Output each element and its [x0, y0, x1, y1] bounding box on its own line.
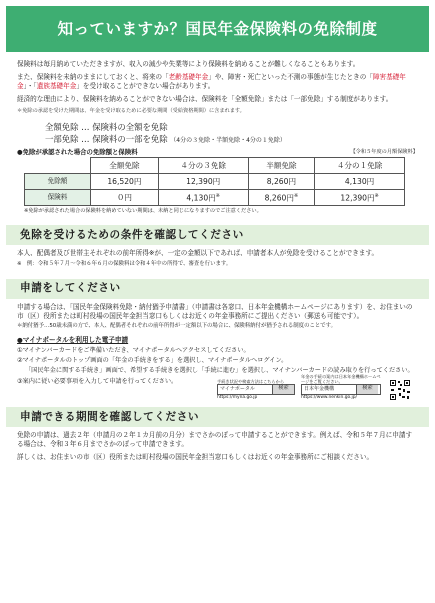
text: 」を受け取ることができない場合があります。: [76, 81, 215, 90]
pension-flyer: [0, 6, 435, 603]
step-item: ②マイナポータルのトップ画面の「年金の手続きをする」を選択し、マイナポータルへログイン。: [17, 356, 288, 364]
row-label: 保険料: [25, 190, 91, 206]
conditions-heading: 免除を受けるための条件を確認してください: [20, 229, 244, 242]
intro-note: ＊免除の承認を受けた期間は、年金を受け取るために必要な期間（受給資格期間）に含まれます。: [17, 107, 245, 114]
mynaportal-link[interactable]: [217, 379, 295, 401]
cell-value: 4,130円: [186, 193, 216, 203]
note-mark: ※: [215, 192, 220, 199]
text: 」や、障害・死亡といった不測の事態が生じたときの「: [208, 72, 373, 81]
table-header: [17, 148, 418, 157]
table-row: [25, 174, 405, 190]
cell-value: ０円: [116, 192, 132, 202]
table-cell: 4,130円: [315, 174, 405, 190]
section-heading-period: [6, 407, 429, 427]
step-item: 「国民年金に関する手続き」画面で、希望する手続きを選択し「手続に進む」を選択し、マイナンバーカードの読み取りを行ってください。: [25, 367, 414, 375]
apply-body: 申請する場合は、「国民年金保険料免除・納付猶予申請書」（申請書は各窓口、日本年金機構ホームページにあります）を、お住まいの市（区）役所または町村役場の国民年金担当窓口もしくはお近くの年金事務所にご提出ください（郵送も可能です）。: [17, 302, 413, 320]
link-caption: 手続き状況や検索方法はこちらから: [217, 379, 285, 385]
table-cell: [158, 190, 248, 206]
table-cell: [315, 190, 405, 206]
table-cell: [248, 190, 315, 206]
intro: [17, 60, 418, 115]
table-note: ※免除が承認された場合の保険料を納めていない期間は、未納と同じになりますのでご注意ください。: [24, 208, 262, 215]
table-cell: 8,260円: [248, 174, 315, 190]
table-corner: [25, 158, 91, 174]
search-button[interactable]: 検索: [356, 385, 378, 394]
step-item: ①マイナンバーカードをご準備いただき、マイナポータルへアクセスしてください。: [17, 346, 250, 354]
table-title: ●免除が承認された場合の免除額と保険料: [17, 147, 138, 156]
partial-exemption-def: [45, 133, 418, 146]
text: また、保険料を未納のままにしておくと、将来の「: [17, 72, 169, 81]
search-box[interactable]: [301, 384, 381, 395]
exemption-definitions: [45, 121, 418, 146]
partial-label: 一部免除 … 保険料の一部を免除: [45, 134, 168, 145]
intro-paragraph-1: 保険料は毎月納めていただきますが、収入の減少や失業等により保険料を納めることが難しくなることもあります。: [17, 60, 360, 68]
old-age-pension: 老齢基礎年金: [168, 72, 209, 81]
col-three-quarter: ４分の３免除: [158, 158, 248, 174]
exemption-table: [24, 157, 405, 206]
conditions-body: 本人、配偶者及び世帯主それぞれの前年所得※が、一定の金額以下であれば、申請者本人が免除を受けることができます。: [17, 249, 379, 258]
col-full: 全額免除: [91, 158, 159, 174]
period-body-2: 詳しくは、お住まいの市（区）役所または町村役場の国民年金担当窓口もしくはお近くの年金事務所にご相談ください。: [17, 452, 374, 461]
search-links: [217, 374, 418, 401]
link-caption: 年金の手続の案内は日本年金機構ホームページをご覧ください。: [301, 374, 381, 385]
partial-sub: （4分の３免除・半額免除・4分の１免除）: [170, 137, 286, 145]
search-query: マイナポータル: [220, 386, 255, 393]
apply-heading: 申請をしてください: [20, 282, 121, 295]
text: 」・「: [23, 81, 37, 90]
period-body: 免除の申請は、過去２年（申請月の２年１カ月前の月分）までさかのぼって申請することができます。例えば、令和５年７月に申請する場合は、令和３年６月までさかのぼって申請できます。: [17, 431, 413, 448]
qr-code-icon: [389, 379, 411, 401]
link-url[interactable]: https://myna.go.jp: [217, 395, 258, 401]
cell-value: 8,260円: [264, 193, 294, 203]
note-mark: ※: [374, 192, 379, 199]
table-cell: 12,390円: [158, 174, 248, 190]
mynaportal-title: [17, 336, 418, 345]
table-cell: 16,520円: [91, 174, 159, 190]
title-banner: [6, 6, 429, 52]
section-heading-apply: [6, 279, 429, 299]
survivor-pension: 遺族基礎年金: [36, 81, 77, 90]
search-query: 日本年金機構: [304, 386, 335, 393]
conditions-note: ※ 例：令和５年７月～令和６年６月の保険料は令和４年中の所得で、審査を行います。: [17, 261, 232, 268]
note-mark: ※: [293, 192, 299, 199]
intro-paragraph-2: [17, 73, 418, 91]
table-row: [25, 190, 405, 206]
period-heading: 申請できる期間を確認してください: [20, 410, 200, 423]
section-heading-conditions: [6, 225, 429, 245]
search-button[interactable]: 検索: [272, 385, 294, 394]
cell-value: 12,390円: [340, 193, 375, 203]
table-cell: [91, 190, 159, 206]
nenkin-link[interactable]: [301, 374, 381, 401]
table-header-row: [25, 158, 405, 174]
mynaportal-title-text: ●マイナポータルを利用した電子申請: [17, 335, 129, 344]
full-exemption-def: 全額免除 … 保険料の全額を免除: [45, 121, 168, 132]
step-item: ③案内に従い必要事項を入力して申請を行ってください。: [17, 377, 178, 385]
row-label: 免除額: [25, 174, 91, 190]
disability-pension: 障害基礎年金: [17, 72, 406, 90]
apply-note: ＊納付猶予…50歳未満の方で、本人、配偶者それぞれの前年所得が一定額以下の場合に、保険料納付が猶予される制度のことです。: [17, 323, 336, 330]
intro-paragraph-3: 経済的な理由により、保険料を納めることができない場合は、保険料を「全額免除」または「一部免除」する制度があります。: [17, 94, 393, 103]
table-unit: 【令和５年度の月額保険料】: [350, 149, 418, 156]
link-url[interactable]: https://www.nenkin.go.jp/: [301, 395, 357, 401]
col-quarter: ４分の１免除: [315, 158, 405, 174]
col-half: 半額免除: [248, 158, 315, 174]
search-box[interactable]: [217, 384, 295, 395]
page-title: 知っていますか？国民年金保険料の免除制度: [57, 19, 378, 38]
